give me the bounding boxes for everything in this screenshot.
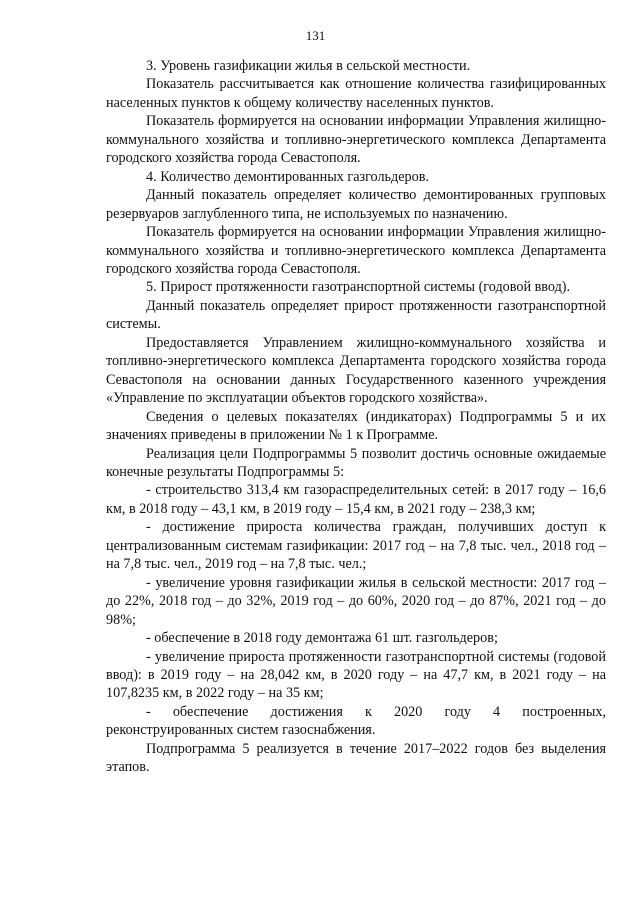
- page-number: 131: [305, 28, 326, 43]
- paragraph: 4. Количество демонтированных газгольдеров.: [146, 168, 429, 185]
- list-item: - увеличение прироста протяженности газотранспортной системы (годовой ввод): в 2019 году – на 28,042 км, в 2020 году – на 47,7 км, в 2021 году – на 107,8235 км, в 2022 году – на 35 км;: [106, 648, 606, 702]
- paragraph: Данный показатель определяет прирост протяженности газотранспортной системы.: [106, 297, 606, 333]
- paragraph: Показатель формируется на основании информации Управления жилищно-коммунального хозяйства и топливно-энергетического комплекса Департамента городского хозяйства города Севастополя.: [106, 113, 606, 167]
- paragraph: 5. Прирост протяженности газотранспортной системы (годовой ввод).: [146, 279, 571, 296]
- paragraph: Данный показатель определяет количество демонтированных групповых резервуаров заглубленного типа, не используемых по назначению.: [106, 187, 606, 222]
- paragraph: Сведения о целевых показателях (индикаторах) Подпрограммы 5 и их значениях приведены в приложении № 1 к Программе.: [106, 408, 606, 444]
- paragraph: Показатель формируется на основании информации Управления жилищно-коммунального хозяйства и топливно-энергетического комплекса Департамента городского хозяйства города Севастополя.: [106, 224, 606, 277]
- list-item: - обеспечение в 2018 году демонтажа 61 шт. газгольдеров;: [146, 630, 498, 647]
- list-item: - достижение прироста количества граждан, получивших доступ к централизованным системам газификации: 2017 год – на 7,8 тыс. чел., 2018 год – на 7,8 тыс. чел., 2019 год – на 7,8 тыс. чел.;: [106, 519, 606, 573]
- paragraph: Реализация цели Подпрограммы 5 позволит достичь основные ожидаемые конечные результаты Подпрограммы 5:: [106, 445, 606, 480]
- paragraph: 3. Уровень газификации жилья в сельской местности.: [146, 58, 471, 74]
- paragraph: Предоставляется Управлением жилищно-коммунального хозяйства и топливно-энергетического комплекса Департамента городского хозяйства города Севастополя на основании данных Государственного казенного учреждения «Управление по эксплуатации объектов городского хозяйства».: [106, 334, 606, 407]
- list-item: - строительство 313,4 км газораспределительных сетей: в 2017 году – 16,6 км, в 2018 году – 43,1 км, в 2019 году – 15,4 км, в 2021 году – 238,3 км;: [106, 482, 606, 517]
- paragraph: Подпрограмма 5 реализуется в течение 2017–2022 годов без выделения этапов.: [106, 740, 606, 776]
- list-item: - обеспечение достижения к 2020 году 4 построенных, реконструированных систем газоснабжения.: [106, 703, 606, 739]
- list-item: - увеличение уровня газификации жилья в сельской местности: 2017 год – до 22%, 2018 год – до 32%, 2019 год – до 60%, 2020 год – до 87%, 2021 год – до 98%;: [106, 574, 606, 628]
- body-text: [106, 57, 606, 777]
- paragraph: Показатель рассчитывается как отношение количества газифицированных населенных пунктов к общему количеству населенных пунктов.: [106, 76, 606, 111]
